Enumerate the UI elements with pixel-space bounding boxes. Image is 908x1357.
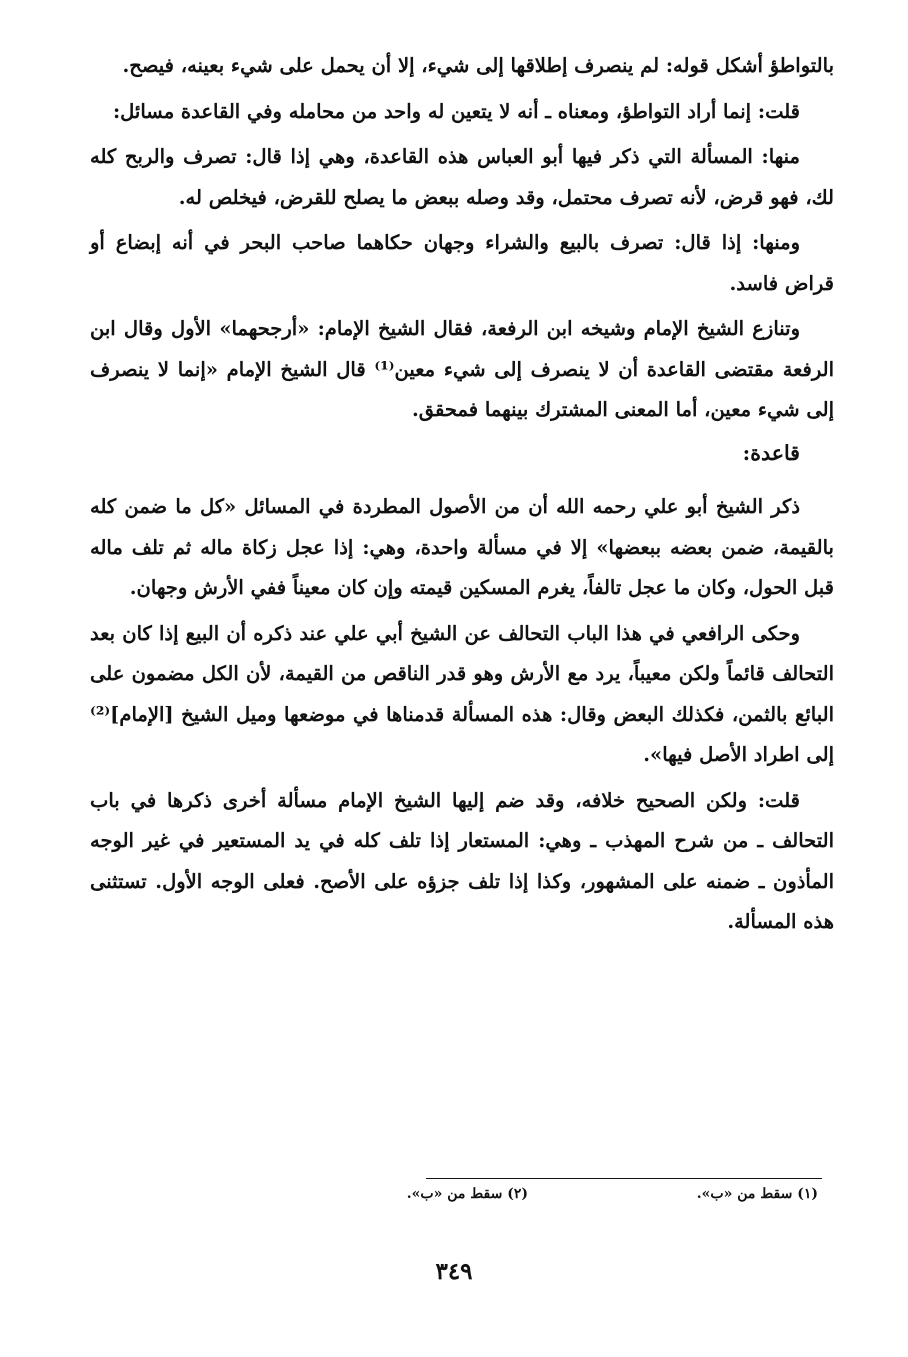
paragraph-3: منها: المسألة التي ذكر فيها أبو العباس هذه القاعدة، وهي إذا قال: تصرف والربح كله لك، فهو قرض، لأنه تصرف محتمل، وقد وصله ببعض ما يصلح للقرض، فيخلص له.	[90, 145, 834, 209]
paragraph-4: ومنها: إذا قال: تصرف بالبيع والشراء وجهان حكاهما صاحب البحر في أنه إبضاع أو قراض فاسد.	[90, 231, 834, 295]
paragraph-6: ذكر الشيخ أبو علي رحمه الله أن من الأصول المطردة في المسائل «كل ما ضمن كله بالقيمة، ضمن بعضه ببعضها» إلا في مسألة واحدة، وهي: إذا عجل زكاة ماله ثم تلف ماله قبل الحول، وكان ما عجل تالفاً، يغرم المسكين قيمته وإن كان معيناً ففي الأرش وجهان.	[90, 495, 834, 599]
footnotes	[320, 1186, 818, 1216]
main-text	[90, 46, 834, 948]
footnote-divider	[426, 1178, 822, 1179]
paragraph-5: وتنازع الشيخ الإمام وشيخه ابن الرفعة، فقال الشيخ الإمام: «أرجحهما» الأول وقال ابن الرفعة مقتضى القاعدة أن لا ينصرف إلى شيء معين⁽¹⁾ قال الشيخ الإمام «إنما لا ينصرف إلى شيء معين، أما المعنى المشترك بينهما فمحقق.	[90, 317, 834, 421]
paragraph-2: قلت: إنما أراد التواطؤ، ومعناه ـ أنه لا يتعين له واحد من محامله وفي القاعدة مسائل:	[112, 99, 800, 123]
footnote-2: (٢) سقط من «ب».	[406, 1186, 528, 1202]
section-heading: قاعدة:	[742, 440, 800, 465]
paragraph-7: وحكى الرافعي في هذا الباب التحالف عن الشيخ أبي علي عند ذكره أن البيع إذا كان بعد التحالف قائماً ولكن معيباً، يرد مع الأرش وهو قدر الناقص من القيمة، لأن الكل مضمون على البائع بالثمن، فكذلك البعض وقال: هذه المسألة قدمناها في موضعها وميل الشيخ [الإمام]⁽²⁾ إلى اطراد الأصل فيها».	[90, 621, 834, 766]
paragraph-8: قلت: ولكن الصحيح خلافه، وقد ضم إليها الشيخ الإمام مسألة أخرى ذكرها في باب التحالف ـ من شرح المهذب ـ وهي: المستعار إذا تلف كله في يد المستعير في غير الوجه المأذون ـ ضمنه على المشهور، وكذا إذا تلف جزؤه على الأصح. فعلى الوجه الأول. تستثنى هذه المسألة.	[90, 788, 834, 933]
paragraph-1: بالتواطؤ أشكل قوله: لم ينصرف إطلاقها إلى شيء، إلا أن يحمل على شيء بعينه، فيصح.	[122, 54, 834, 77]
footnote-1: (١) سقط من «ب».	[696, 1186, 818, 1202]
page-number: ٣٤٩	[435, 1258, 473, 1285]
